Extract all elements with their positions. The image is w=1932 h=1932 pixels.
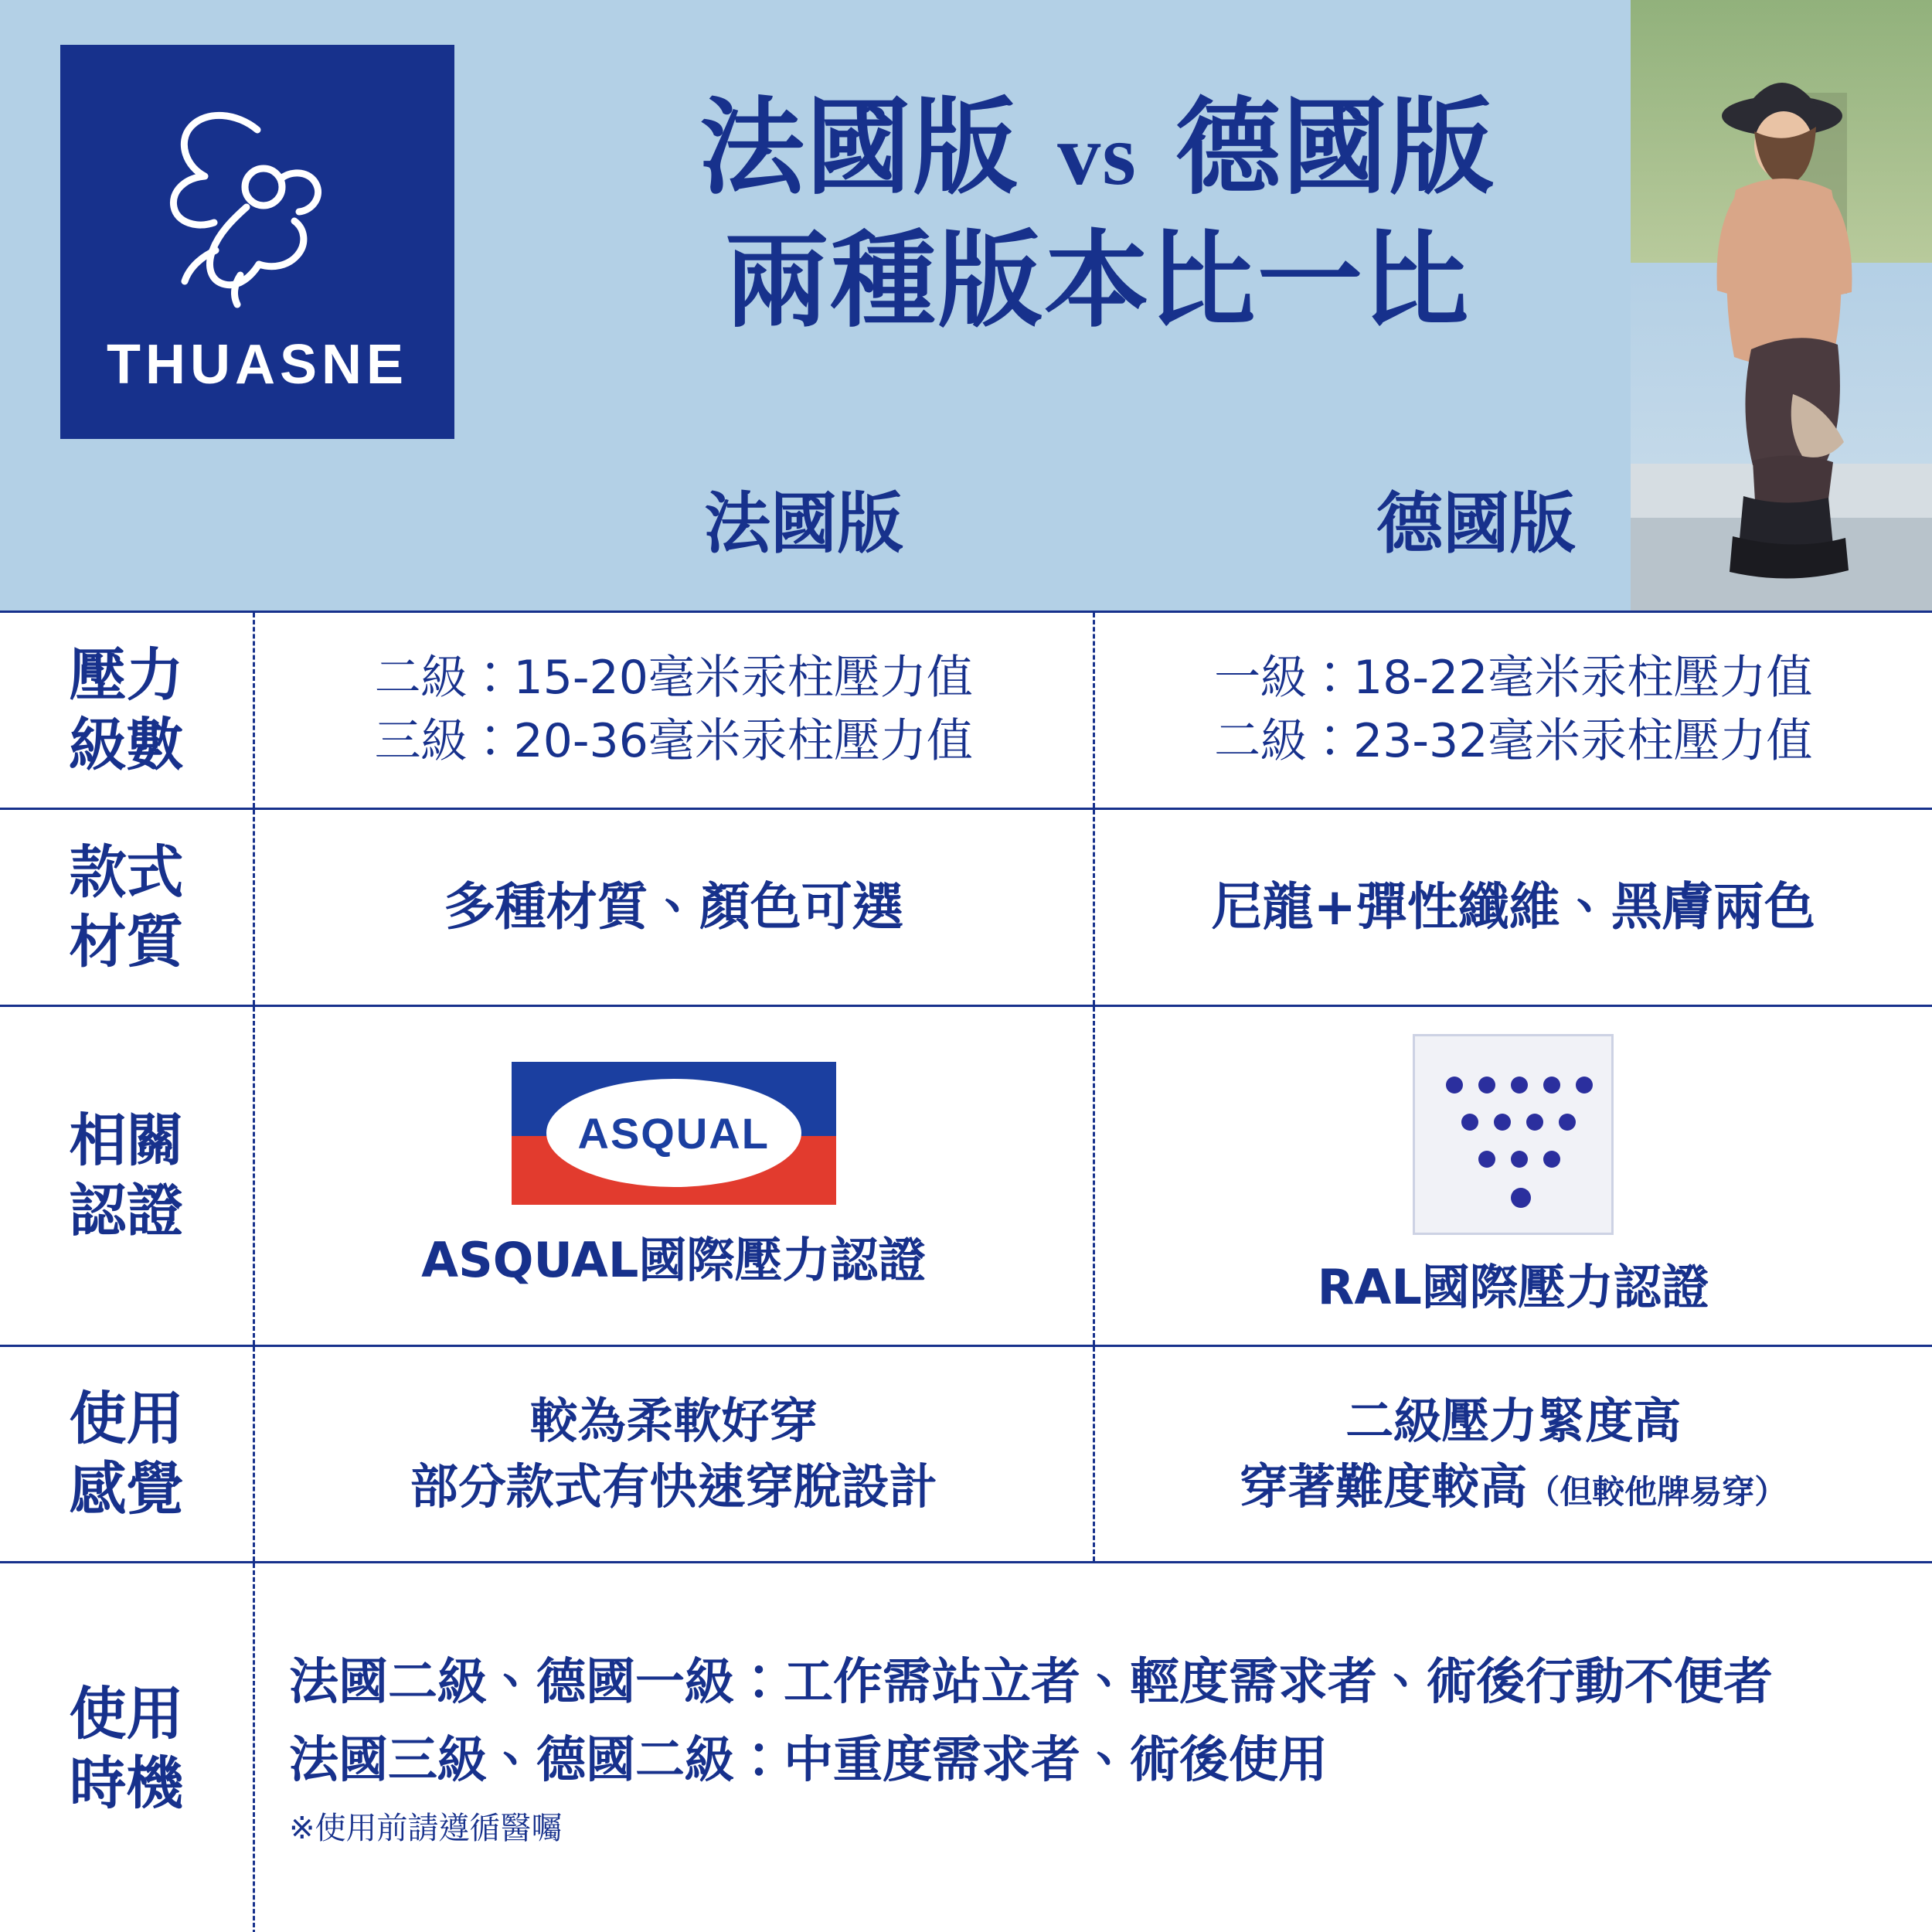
title-french: 法國版: [699, 87, 1019, 209]
row-label-line2: 感覺: [69, 1455, 184, 1522]
value-text: 尼龍+彈性纖維、黑膚兩色: [1211, 877, 1815, 937]
angel-icon: [141, 85, 373, 321]
value-text: 三級：20-36毫米汞柱壓力值: [374, 714, 973, 768]
comparison-table: [0, 611, 1932, 1932]
column-header-german: 德國版: [1376, 485, 1576, 563]
header: [0, 0, 1932, 611]
column-header-french: 法國版: [704, 485, 903, 563]
value-text: 二級：23-32毫米汞柱壓力值: [1214, 714, 1813, 768]
cell-style-french: [255, 810, 1095, 1005]
row-label-feeling: [0, 1347, 255, 1561]
certification-caption: ASQUAL國際壓力認證: [421, 1231, 927, 1288]
table-row-certification: [0, 1007, 1932, 1347]
title-german: 德國版: [1175, 87, 1496, 209]
value-text: 多種材質、顏色可選: [444, 877, 903, 937]
value-text: 二級：15-20毫米汞柱壓力值: [374, 651, 973, 706]
cell-timing-content: [255, 1563, 1932, 1932]
value-text: 穿著難度較高: [1240, 1458, 1528, 1515]
timing-disclaimer: ※使用前請遵循醫囑: [289, 1811, 563, 1847]
timing-text-2: 法國三級、德國二級：中重度需求者、術後使用: [289, 1732, 1328, 1789]
row-label-line2: 材質: [69, 909, 184, 975]
row-label-timing: [0, 1563, 255, 1932]
row-label-line1: 相關: [69, 1107, 184, 1175]
row-label-certification: [0, 1007, 255, 1345]
table-row-timing: [0, 1563, 1932, 1932]
row-label-line2: 認證: [69, 1177, 184, 1244]
table-row-style: [0, 810, 1932, 1007]
value-text-with-note: [1240, 1454, 1787, 1519]
row-label-line2: 時機: [69, 1750, 184, 1817]
brand-name: THUASNE: [106, 334, 408, 396]
row-label-line1: 使用: [69, 1386, 184, 1453]
asqual-logo-icon: [512, 1062, 836, 1205]
timing-text-1: 法國二級、德國一級：工作需站立者、輕度需求者、術後行動不便者: [289, 1653, 1773, 1711]
cell-certification-german: [1095, 1007, 1932, 1345]
row-label-pressure: [0, 613, 255, 808]
table-row-feeling: [0, 1347, 1932, 1563]
ral-logo-icon: [1413, 1034, 1614, 1235]
value-text: 一級：18-22毫米汞柱壓力值: [1214, 651, 1813, 706]
asqual-logo-text: ASQUAL: [577, 1108, 770, 1158]
value-text: 部分款式有快速穿脫設計: [410, 1458, 937, 1515]
cell-pressure-german: [1095, 613, 1932, 808]
row-label-style: [0, 810, 255, 1005]
cell-feeling-german: [1095, 1347, 1932, 1561]
cell-certification-french: [255, 1007, 1095, 1345]
brand-logo: [60, 45, 454, 439]
value-note: （但較他牌易穿）: [1527, 1472, 1787, 1511]
title-vs: vs: [1057, 107, 1138, 203]
value-text: 二級壓力緊度高: [1345, 1393, 1682, 1450]
row-label-line1: 使用: [69, 1680, 184, 1747]
certification-caption: RAL國際壓力認證: [1317, 1259, 1709, 1315]
title-subtitle: 兩種版本比一比: [724, 219, 1471, 342]
header-title: [495, 85, 1700, 346]
table-row-pressure: [0, 613, 1932, 810]
cell-style-german: [1095, 810, 1932, 1005]
row-label-line1: 款式: [69, 838, 184, 906]
cell-feeling-french: [255, 1347, 1095, 1561]
value-text: 較為柔軟好穿: [529, 1393, 818, 1450]
cell-pressure-french: [255, 613, 1095, 808]
row-label-line1: 壓力: [69, 641, 184, 709]
hero-photo: [1600, 0, 1932, 611]
row-label-line2: 級數: [69, 712, 184, 778]
